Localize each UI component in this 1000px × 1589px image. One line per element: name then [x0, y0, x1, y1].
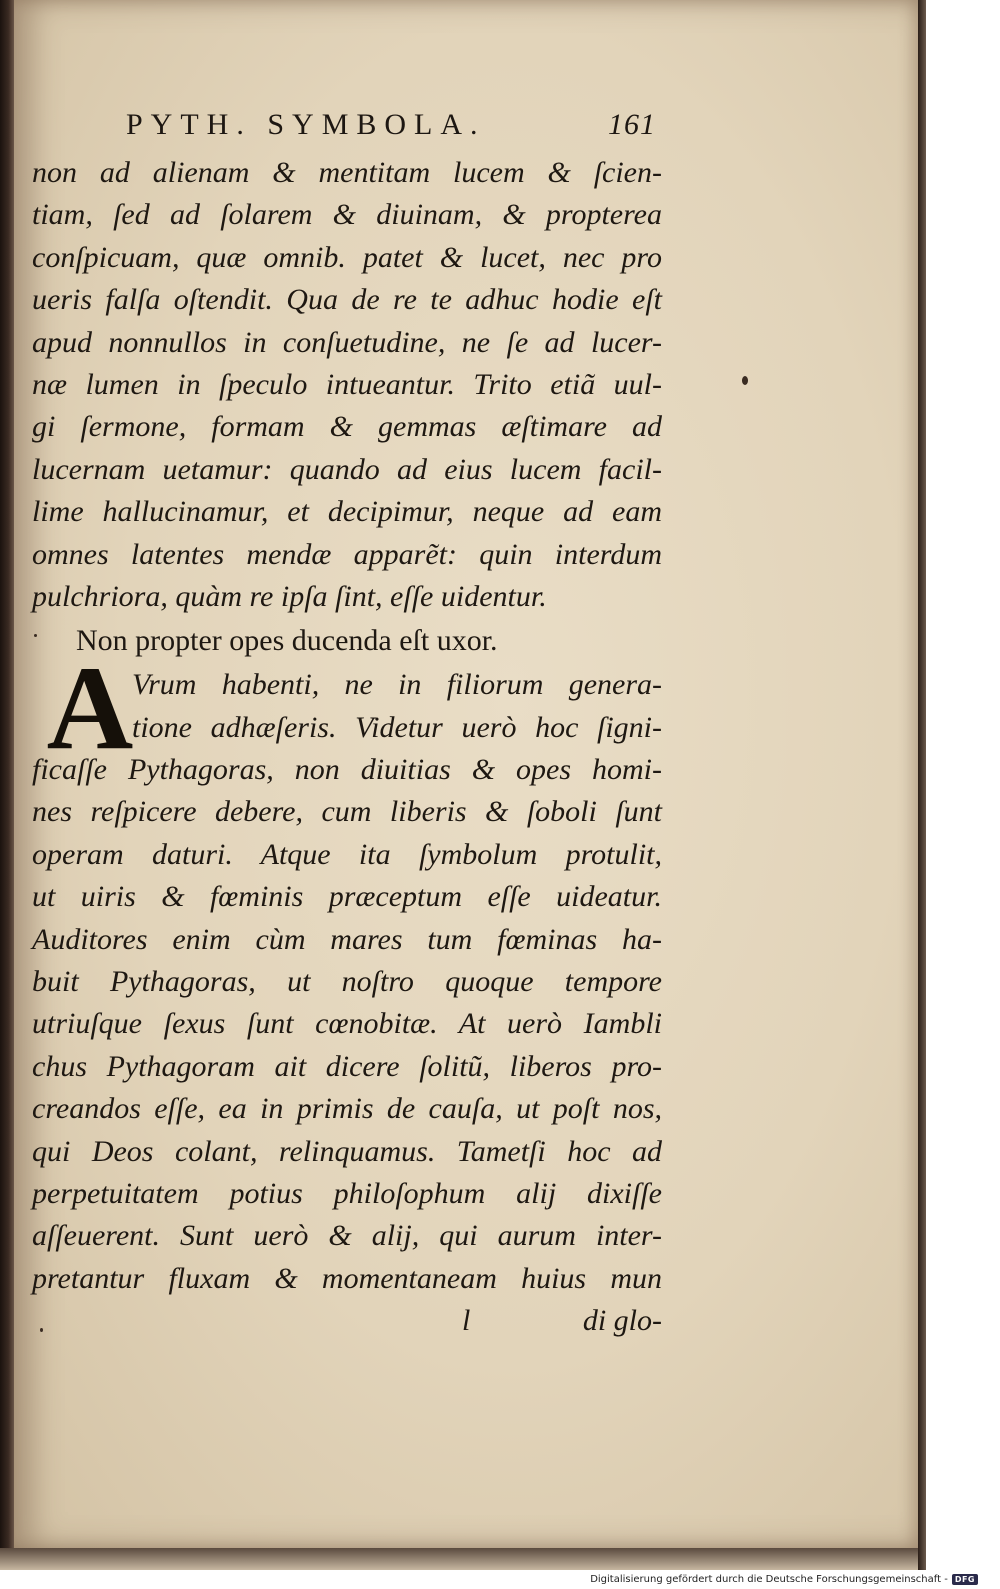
text-line: non ad alienam & mentitam lucem & ſcien- — [32, 156, 662, 189]
text-line: chus Pythagoram ait dicere ſolitũ, liberos pro- — [32, 1049, 662, 1083]
text-line: perpetuitatem potius philoſophum alij dixiſſe — [32, 1176, 662, 1210]
text-line: Auditores enim cùm mares tum fœminas ha- — [32, 922, 662, 956]
text-line: apud nonnullos in conſuetudine, ne ſe ad lucer- — [32, 325, 662, 359]
text-line: pulchriora, quàm re ipſa ſint, eſſe uidentur. — [32, 579, 547, 613]
book-binding — [0, 0, 14, 1570]
page-header — [126, 108, 656, 142]
text-line: Vrum habenti, ne in filiorum genera- — [132, 668, 662, 702]
text-line: ueris falſa oſtendit. Qua de re te adhuc hodie eſt — [32, 283, 662, 317]
text-line: buit Pythagoras, ut noſtro quoque tempore — [32, 965, 662, 999]
text-line: operam daturi. Atque ita ſymbolum protulit, — [32, 837, 662, 871]
footer-bar — [0, 1570, 1000, 1589]
text-line: creandos eſſe, ea in primis de cauſa, ut poſt nos, — [32, 1092, 662, 1126]
book-cover-edge — [918, 0, 1000, 1570]
catchword: di glo- — [582, 1304, 662, 1338]
text-line: ficaſſe Pythagoras, non diuitias & opes homi- — [32, 753, 662, 787]
section-heading: Non propter opes ducenda eſt uxor. — [76, 624, 498, 658]
text-line: lucernam uetamur: quando ad eius lucem facil- — [32, 452, 662, 486]
funding-notice: Digitalisierung gefördert durch die Deutsche Forschungsgemeinschaft - — [590, 1574, 948, 1585]
text-line: pretantur fluxam & momentaneam huius mun — [32, 1261, 662, 1295]
catchword-line — [32, 1300, 662, 1342]
decorated-initial: A — [46, 641, 134, 775]
text-line: conſpicuam, quæ omnib. patet & lucet, nec pro — [32, 240, 662, 274]
text-line: gi ſermone, formam & gemmas æſtimare ad — [32, 410, 662, 444]
text-line: tiam, ſed ad ſolarem & diuinam, & propterea — [32, 198, 662, 232]
text-line: nes reſpicere debere, cum liberis & ſoboli ſunt — [32, 795, 662, 829]
speck — [742, 376, 748, 385]
text-line: lime hallucinamur, et decipimur, neque ad eam — [32, 495, 662, 529]
paragraph-1 — [32, 152, 662, 618]
text-line: aſſeuerent. Sunt uerò & alij, qui aurum inter- — [32, 1219, 662, 1253]
text-line: ut uiris & fœminis præceptum eſſe uideatur. — [32, 880, 662, 914]
page-number: 161 — [608, 108, 656, 141]
text-line: tione adhæſeris. Videtur uerò hoc ſigni- — [132, 710, 662, 744]
signature-mark: l — [462, 1304, 471, 1338]
text-line: utriuſque ſexus ſunt cœnobitæ. At uerò Iambli — [32, 1007, 662, 1041]
page-bottom-edge — [0, 1548, 918, 1570]
text-line: qui Deos colant, relinquamus. Tametſi hoc ad — [32, 1134, 662, 1168]
text-block — [32, 152, 662, 1343]
text-line: omnes latentes mendæ apparẽt: quin interdum — [32, 537, 662, 571]
running-head: PYTH. SYMBOLA. — [126, 108, 486, 141]
dfg-logo: DFG — [952, 1574, 978, 1585]
text-line: næ lumen in ſpeculo intueantur. Trito etiã uul- — [32, 367, 662, 401]
